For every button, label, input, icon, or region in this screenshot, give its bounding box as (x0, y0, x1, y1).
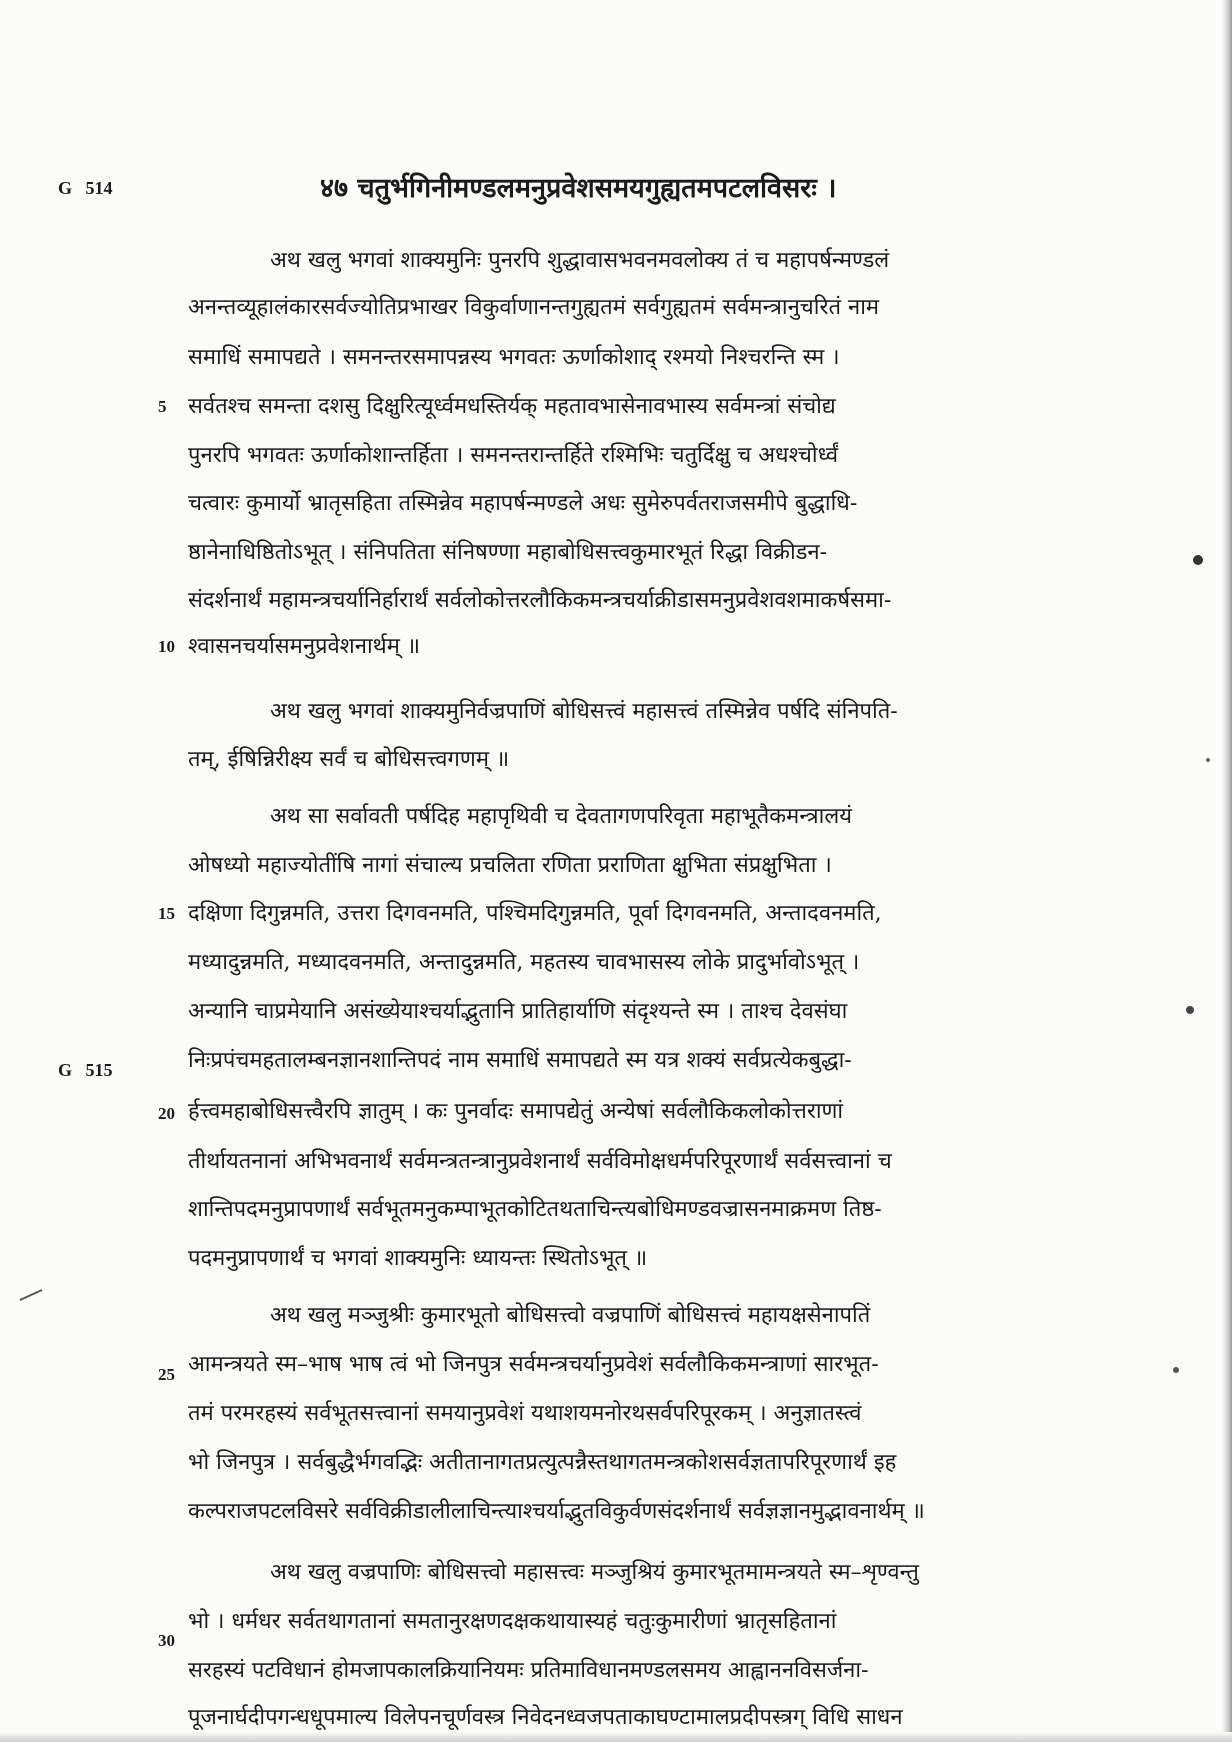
text-line: पूजनार्घदीपगन्धधूपमाल्य विलेपनचूर्णवस्त्र निवेदनध्वजपताकाघण्टामालप्रदीपस्त्रग् विधि साधन (188, 1705, 903, 1730)
text-line: पदमनुप्रापणार्थं च भगवां शाक्यमुनिः ध्यायन्तः स्थितोऽभूत् ॥ (188, 1246, 648, 1271)
text-line: दक्षिणा दिगुन्नमति, उत्तरा दिगवनमति, पश्चिमदिगुन्नमति, पूर्वा दिगवनमति, अन्तादवनमति, (188, 901, 882, 926)
text-line: अनन्तव्यूहालंकारसर्वज्योतिप्रभाखर विकुर्वाणानन्तगुह्यतमं सर्वगुह्यतमं सर्वमन्त्रानुचरितं नाम (188, 295, 880, 320)
page-bottom-edge (0, 1732, 1232, 1742)
text-line: अन्यानि चाप्रमेयानि असंख्येयाश्चर्याद्भुतानि प्रातिहार्याणि संदृश्यन्ते स्म । ताश्च देवसंघा (188, 999, 848, 1024)
text-line: आमन्त्रयते स्म–भाष भाष त्वं भो जिनपुत्र सर्वमन्त्रचर्यानुप्रवेशं सर्वलौकिकमन्त्राणां सारभूत- (188, 1352, 879, 1377)
text-line: र्हत्त्वमहाबोधिसत्त्वैरपि ज्ञातुम् । कः पुनर्वादः समापद्येतुं अन्येषां सर्वलौकिकलोकोत्तराणां (188, 1099, 844, 1124)
text-line: भो । धर्मधर सर्वतथागतानां समतानुरक्षणदक्षकथायास्यहं चतुःकुमारीणां भ्रातृसहितानां (188, 1609, 837, 1634)
chapter-title: ४७ चतुर्भगिनीमण्डलमनुप्रवेशसमयगुह्यतमपटलविसरः । (320, 173, 837, 204)
line-number: 25 (158, 1365, 175, 1384)
text-line: श्वासनचर्यासमनुप्रवेशनार्थम् ॥ (188, 634, 421, 659)
text-line: अथ खलु भगवां शाक्यमुनिः पुनरपि शुद्धावासभवनमवलोक्य तं च महापर्षन्मण्डलं (270, 248, 890, 273)
page-edge-shadow (1222, 0, 1232, 1742)
line-number: 30 (158, 1631, 175, 1650)
text-line: तम्, ईषिन्निरीक्ष्य सर्वं च बोधिसत्त्वगणम् ॥ (188, 747, 510, 772)
text-line: अथ खलु भगवां शाक्यमुनिर्वज्रपाणिं बोधिसत्त्वं महासत्त्वं तस्मिन्नेव पर्षदि संनिपति- (270, 699, 898, 724)
line-number: 15 (158, 904, 175, 923)
margin-reference-top: G 514 (58, 178, 113, 198)
text-line: अथ सा सर्वावती पर्षदिह महापृथिवी च देवतागणपरिवृता महाभूतैकमन्त्रालयं (270, 804, 852, 829)
text-line: अथ खलु वज्रपाणिः बोधिसत्त्वो महासत्त्वः मञ्जुश्रियं कुमारभूतमामन्त्रयते स्म–शृण्वन्तु (270, 1560, 919, 1585)
text-line: ओषध्यो महाज्योतींषि नागां संचाल्य प्रचलिता रणिता प्रराणिता क्षुभिता संप्रक्षुभिता । (188, 853, 832, 878)
text-line: चत्वारः कुमार्यो भ्रातृसहिता तस्मिन्नेव महापर्षन्मण्डले अधः सुमेरुपर्वतराजसमीपे बुद्धाधि- (188, 491, 858, 516)
text-line: समाधिं समापद्यते । समनन्तरसमापन्नस्य भगवतः ऊर्णाकोशाद् रश्मयो निश्चरन्ति स्म । (188, 345, 840, 370)
line-number: 5 (158, 397, 167, 416)
text-line: मध्यादुन्नमति, मध्यादवनमति, अन्तादुन्नमति, महतस्य चावभासस्य लोके प्रादुर्भावोऽभूत् । (188, 950, 860, 975)
text-line: भो जिनपुत्र । सर्वबुद्धैर्भगवद्भिः अतीतानागतप्रत्युत्पन्नैस्तथागतमन्त्रकोशसर्वज्ञतापरिपूरणार्थं इह (188, 1450, 897, 1475)
text-line: तमं परमरहस्यं सर्वभूतसत्त्वानां समयानुप्रवेशं यथाशयमनोरथसर्वपरिपूरकम् । अनुज्ञातस्त्वं (188, 1401, 862, 1426)
text-line: शान्तिपदमनुप्रापणार्थं सर्वभूतमनुकम्पाभूतकोटितथताचिन्त्यबोधिमण्डवज्रासनमाक्रमण तिष्ठ- (188, 1197, 882, 1222)
text-line: निःप्रपंचमहतालम्बनज्ञानशान्तिपदं नाम समाधिं समापद्यते स्म यत्र शक्यं सर्वप्रत्येकबुद्धा- (188, 1048, 852, 1073)
text-line: अथ खलु मञ्जुश्रीः कुमारभूतो बोधिसत्त्वो वज्रपाणिं बोधिसत्त्वं महायक्षसेनापतिं (270, 1303, 871, 1328)
text-line: ष्ठानेनाधिष्ठितोऽभूत् । संनिपतिता संनिषण्णा महाबोधिसत्त्वकुमारभूतं रिद्धा विक्रीडन- (188, 540, 828, 565)
text-line: सरहस्यं पटविधानं होमजापकालक्रियानियमः प्रतिमाविधानमण्डलसमय आह्वाननविसर्जना- (188, 1658, 869, 1683)
text-line: सर्वतश्च समन्ता दशसु दिक्षुरित्यूर्ध्वमधस्तिर्यक् महतावभासेनावभास्य सर्वमन्त्रां संचोद्य (188, 394, 836, 419)
line-number: 10 (158, 637, 175, 656)
text-line: पुनरपि भगवतः ऊर्णाकोशान्तर्हिता । समनन्तरान्तर्हिते रश्मिभिः चतुर्दिक्षु च अधश्चोर्ध्वं (188, 443, 839, 468)
text-line: तीर्थायतनानां अभिभवनार्थं सर्वमन्त्रतन्त्रानुप्रवेशनार्थं सर्वविमोक्षधर्मपरिपूरणार्थं सर्वसत्त्वानां च (188, 1149, 892, 1174)
line-number: 20 (158, 1104, 175, 1123)
text-line: कल्पराजपटलविसरे सर्वविक्रीडालीलाचिन्त्याश्चर्याद्भुतविकुर्वणसंदर्शनार्थं सर्वज्ञज्ञानमुद्भावनार्थम् ॥ (188, 1499, 925, 1524)
text-line: संदर्शनार्थं महामन्त्रचर्यानिर्हारार्थं सर्वलोकोत्तरलौकिकमन्त्रचर्याक्रीडासमनुप्रवेशवशमाकर्षसमा- (188, 588, 892, 613)
margin-reference-middle: G 515 (58, 1060, 113, 1080)
